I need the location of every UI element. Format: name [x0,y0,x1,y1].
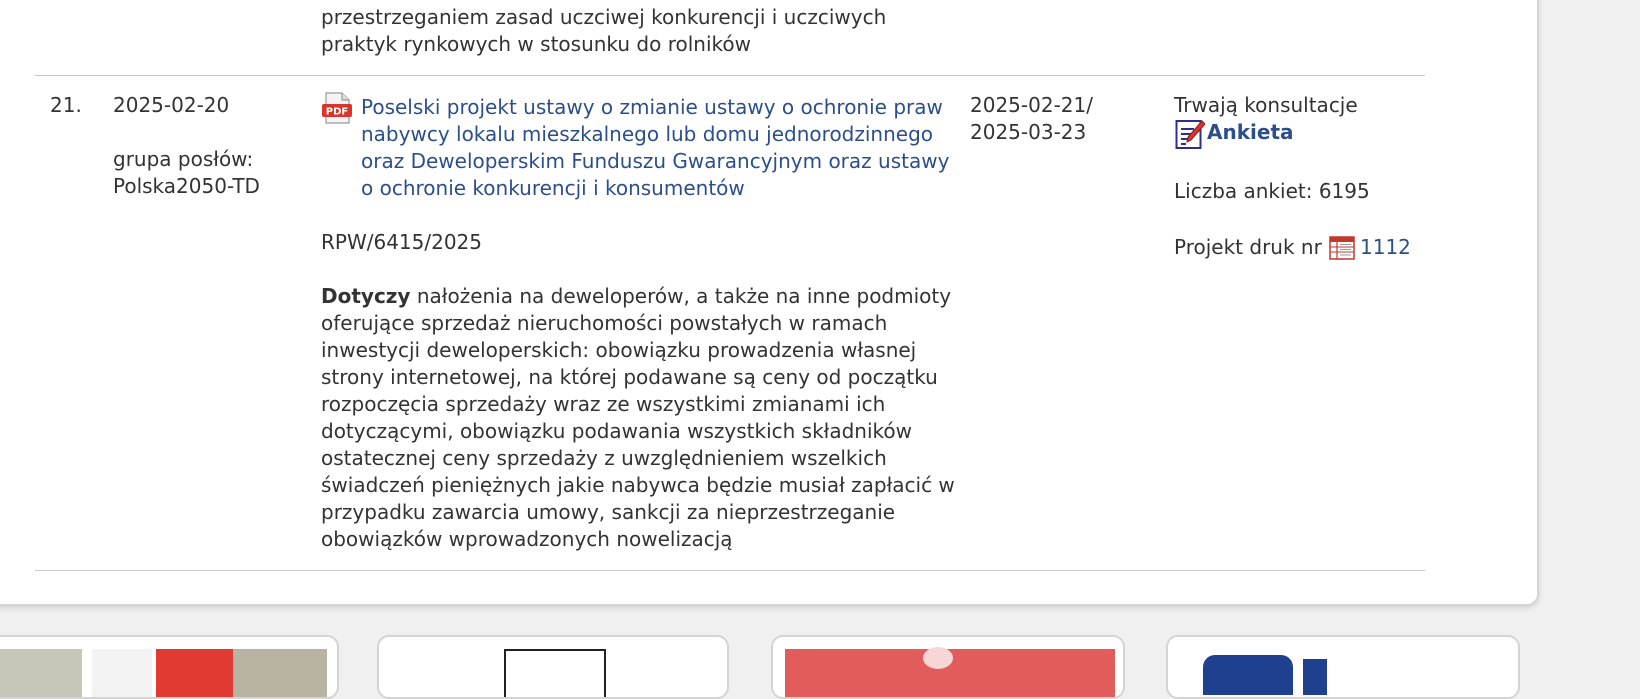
project-title-line[interactable]: oraz Deweloperskim Funduszu Gwarancyjnym oraz ustawy [361,149,950,173]
survey-link[interactable]: Ankieta [1207,120,1294,144]
banner-card[interactable] [771,635,1125,699]
banner-image [233,649,327,699]
description-line: dotyczącymi, obowiązku podawania wszystkich składników [321,419,912,443]
banner-card[interactable] [1166,635,1520,699]
banner-card[interactable] [377,635,729,699]
author-name: Polska2050-TD [113,174,260,198]
description-line: strony internetowej, na której podawane są ceny od początku [321,365,938,389]
description-line: oferujące sprzedaż nieruchomości powstałych w ramach [321,311,888,335]
print-number-link[interactable]: 1112 [1360,235,1411,259]
banner-image [0,649,82,699]
description-line: ostatecznej ceny sprzedaży z uwzględnieniem wszelkich [321,446,887,470]
banner-image [92,649,152,699]
row-divider [35,570,1425,571]
description-line: obowiązków wprowadzonych nowelizacją [321,527,733,551]
table-document-icon[interactable] [1329,236,1355,260]
project-title-line[interactable]: nabywcy lokalu mieszkalnego lub domu jednorodzinnego [361,122,934,146]
print-number-label: Projekt druk nr [1174,235,1322,259]
prev-row-description-line: przestrzeganiem zasad uczciwej konkurencji i uczciwych [321,5,887,29]
banner-image [504,649,606,699]
prev-row-description-line: praktyk rynkowych w stosunku do rolników [321,32,751,56]
rpw-number: RPW/6415/2025 [321,230,483,254]
survey-count: Liczba ankiet: 6195 [1174,179,1370,203]
banner-image [1303,659,1327,695]
row-date: 2025-02-20 [113,93,230,117]
row-divider [35,75,1425,76]
pdf-icon[interactable] [321,92,353,124]
banner-image [156,649,233,699]
consultation-period-start: 2025-02-21/ [970,93,1093,117]
banner-image [1203,655,1293,695]
description-first-line [321,283,951,310]
description-line: nałożenia na deweloperów, a także na inne podmioty [416,284,952,308]
svg-text:PDF: PDF [325,106,349,118]
project-title-line[interactable]: Poselski projekt ustawy o zmianie ustawy o ochronie praw [361,95,943,119]
consultation-status: Trwają konsultacje [1174,93,1358,117]
row-number: 21. [50,93,82,117]
description-line: przypadku zawarcia umowy, sankcji za nieprzestrzeganie [321,500,896,524]
author-label: grupa posłów: [113,147,254,171]
banner-card[interactable] [0,635,339,699]
description-label: Dotyczy [321,284,411,308]
banner-image [923,647,953,669]
survey-edit-icon[interactable] [1175,118,1205,150]
description-line: świadczeń pieniężnych jakie nabywca będzie musiał zapłacić w [321,473,955,497]
description-line: inwestycji deweloperskich: obowiązku prowadzenia własnej [321,338,917,362]
project-title-line[interactable]: o ochronie konkurencji i konsumentów [361,176,745,200]
description-line: rozpoczęcia sprzedaży wraz ze wszystkimi zmianami ich [321,392,886,416]
consultation-period-end: 2025-03-23 [970,120,1087,144]
